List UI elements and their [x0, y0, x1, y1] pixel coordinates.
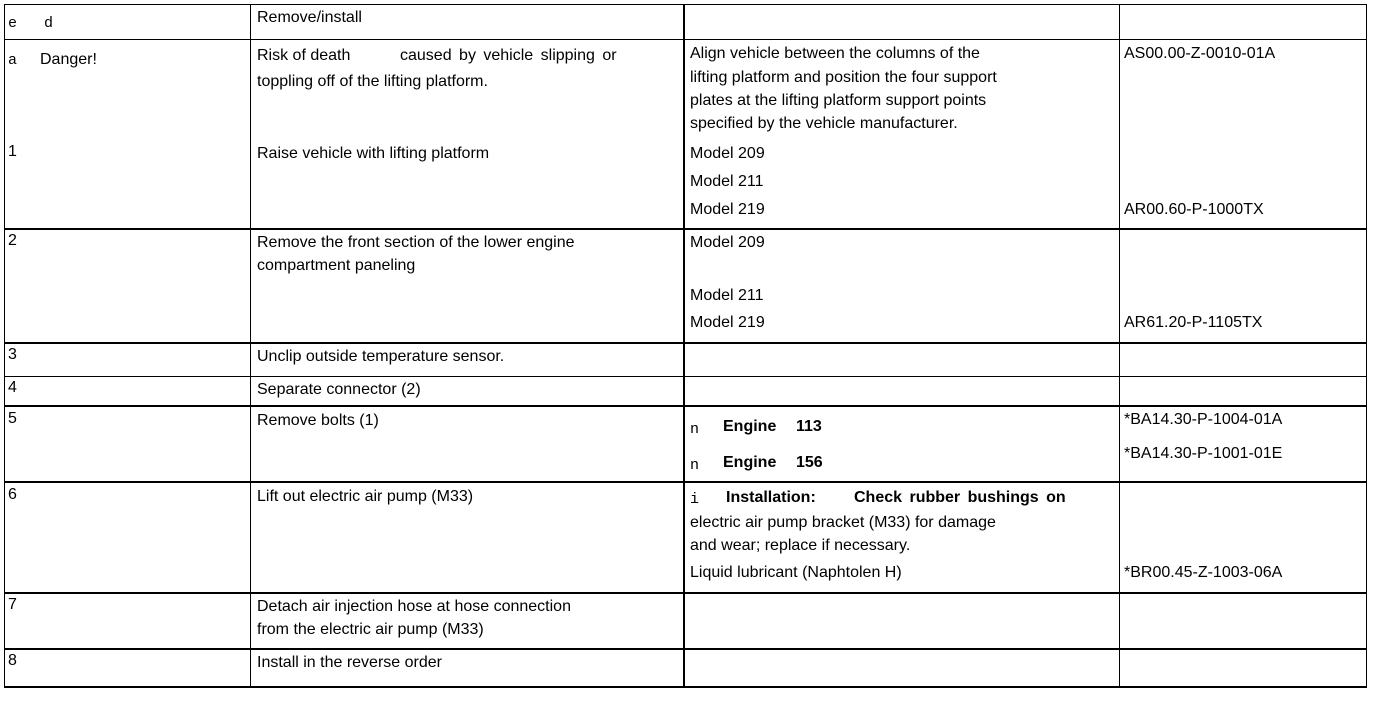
bullet-n: n [690, 421, 700, 438]
step-number: 5 [8, 410, 17, 427]
step-number: 2 [8, 232, 17, 249]
column-divider [683, 4, 685, 688]
step-number: 3 [8, 346, 17, 363]
header-title: Remove/install [257, 9, 362, 26]
installation-text: electric air pump bracket (M33) for damage [690, 514, 996, 531]
engine-number: 156 [796, 454, 823, 471]
row-divider [4, 686, 1367, 688]
danger-risk-text: Risk of death [257, 47, 351, 64]
column-divider [4, 4, 5, 688]
installation-text: and wear; replace if necessary. [690, 537, 911, 554]
row-divider [4, 592, 1367, 594]
row-divider [4, 4, 1367, 5]
row-divider [4, 342, 1367, 344]
column-divider [250, 4, 251, 688]
step-reference[interactable]: *BA14.30-P-1001-01E [1124, 445, 1283, 462]
column-divider [1119, 4, 1120, 688]
danger-instruction: lifting platform and position the four support [690, 69, 997, 86]
step-number: 6 [8, 486, 17, 503]
row-divider [4, 405, 1367, 407]
step-number: 1 [8, 143, 17, 160]
danger-instruction: plates at the lifting platform support points [690, 92, 987, 109]
model-label: Model 209 [690, 234, 765, 251]
row-divider [4, 481, 1367, 483]
step-number: 4 [8, 379, 17, 396]
step-text: Raise vehicle with lifting platform [257, 145, 490, 162]
model-label: Model 219 [690, 314, 765, 331]
lubricant-text: Liquid lubricant (Naphtolen H) [690, 564, 902, 581]
danger-reference[interactable]: AS00.00-Z-0010-01A [1124, 45, 1276, 62]
step-reference[interactable]: AR61.20-P-1105TX [1124, 314, 1263, 331]
row-divider [4, 39, 1367, 40]
danger-instruction: Align vehicle between the columns of the [690, 45, 980, 62]
step-reference[interactable]: *BA14.30-P-1004-01A [1124, 411, 1283, 428]
step-reference[interactable]: *BR00.45-Z-1003-06A [1124, 564, 1283, 581]
danger-risk-text: caused by vehicle slipping or [400, 47, 617, 64]
installation-label: Installation: [726, 489, 816, 506]
header-symbol-d: d [44, 15, 54, 32]
step-text: from the electric air pump (M33) [257, 621, 484, 638]
row-divider [4, 376, 1367, 377]
step-text: Remove the front section of the lower engine [257, 234, 575, 251]
step-text: Install in the reverse order [257, 654, 442, 671]
step-text: Lift out electric air pump (M33) [257, 488, 474, 505]
model-label: Model 219 [690, 201, 765, 218]
header-symbol-e: e [8, 15, 18, 32]
step-text: compartment paneling [257, 257, 416, 274]
danger-risk-text: toppling off of the lifting platform. [257, 73, 488, 90]
engine-label: Engine [723, 418, 777, 435]
step-reference[interactable]: AR00.60-P-1000TX [1124, 201, 1264, 218]
model-label: Model 211 [690, 287, 764, 304]
danger-symbol: a [8, 52, 18, 69]
danger-instruction: specified by the vehicle manufacturer. [690, 115, 958, 132]
step-text: Separate connector (2) [257, 381, 421, 398]
step-text: Unclip outside temperature sensor. [257, 348, 505, 365]
step-number: 8 [8, 652, 17, 669]
danger-label: Danger! [40, 51, 97, 68]
step-number: 7 [8, 596, 17, 613]
engine-number: 113 [796, 418, 822, 435]
column-divider [1366, 4, 1367, 688]
engine-label: Engine [723, 454, 777, 471]
row-divider [4, 648, 1367, 650]
step-text: Detach air injection hose at hose connection [257, 598, 571, 615]
step-text: Remove bolts (1) [257, 412, 379, 429]
bullet-n: n [690, 457, 700, 474]
info-symbol: i [690, 491, 700, 508]
model-label: Model 209 [690, 145, 765, 162]
installation-text: Check rubber bushings on [854, 489, 1066, 506]
row-divider [4, 228, 1367, 230]
model-label: Model 211 [690, 173, 764, 190]
